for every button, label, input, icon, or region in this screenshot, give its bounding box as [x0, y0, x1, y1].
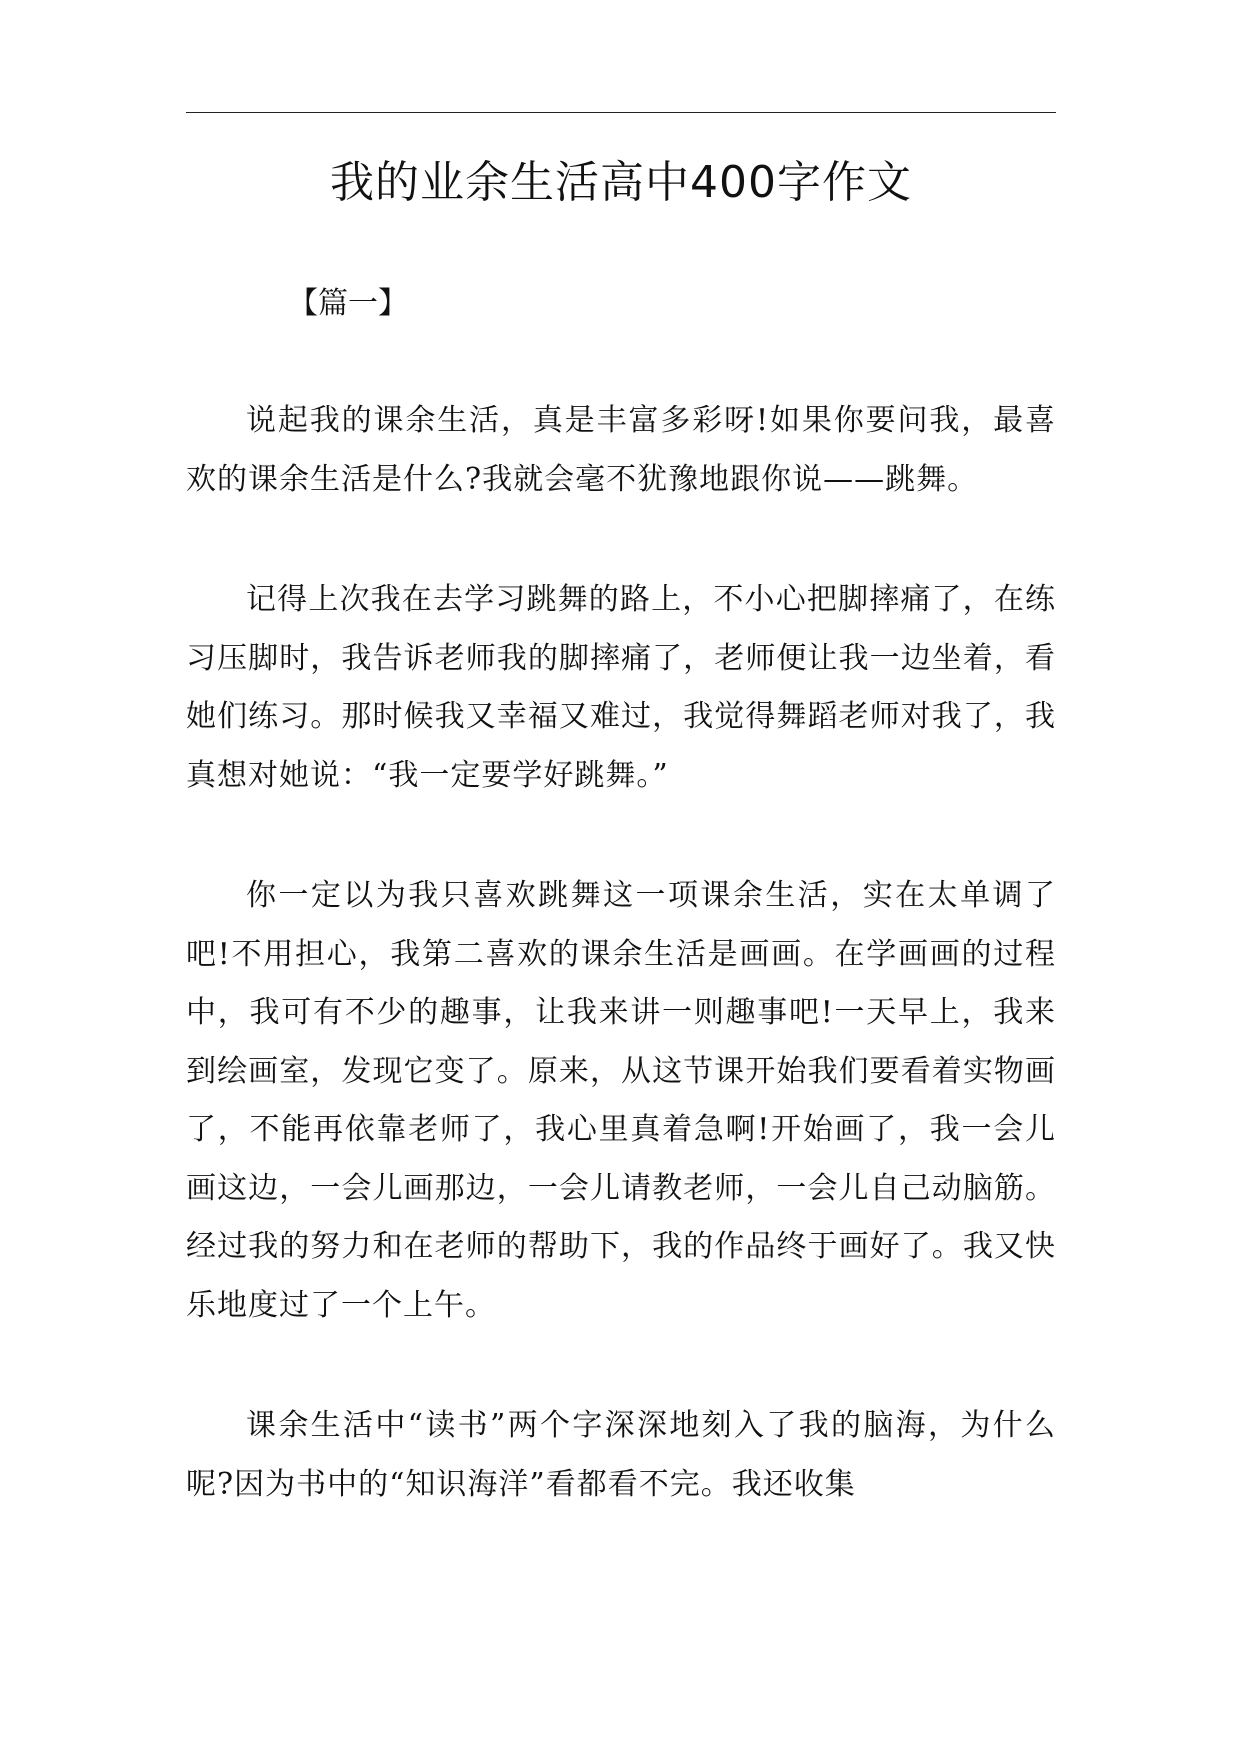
- document-title: 我的业余生活高中400字作文: [330, 157, 912, 208]
- paragraph-4: 课余生活中“读书”两个字深深地刻入了我的脑海，为什么呢?因为书中的“知识海洋”看都看不完。我还收集: [186, 1408, 1056, 1502]
- paragraph-1: 说起我的课余生活，真是丰富多彩呀!如果你要问我，最喜欢的课余生活是什么?我就会毫不犹豫地跟你说——跳舞。: [186, 403, 1056, 497]
- paragraph-2: 记得上次我在去学习跳舞的路上，不小心把脚摔痛了，在练习压脚时，我告诉老师我的脚摔痛了，老师便让我一边坐着，看她们练习。那时候我又幸福又难过，我觉得舞蹈老师对我了，我真想对她说：“我一定要学好跳舞。”: [186, 582, 1056, 793]
- document-body: [186, 392, 1056, 1576]
- paragraph-3: 你一定以为我只喜欢跳舞这一项课余生活，实在太单调了吧!不用担心，我第二喜欢的课余生活是画画。在学画画的过程中，我可有不少的趣事，让我来讲一则趣事吧!一天早上，我来到绘画室，发现它变了。原来，从这节课开始我们要看着实物画了，不能再依靠老师了，我心里真着急啊!开始画了，我一会儿画这边，一会儿画那边，一会儿请教老师，一会儿自己动脑筋。经过我的努力和在老师的帮助下，我的作品终于画好了。我又快乐地度过了一个上午。: [186, 878, 1056, 1323]
- section-label: 【篇一】: [288, 286, 408, 321]
- header-rule: [186, 112, 1056, 113]
